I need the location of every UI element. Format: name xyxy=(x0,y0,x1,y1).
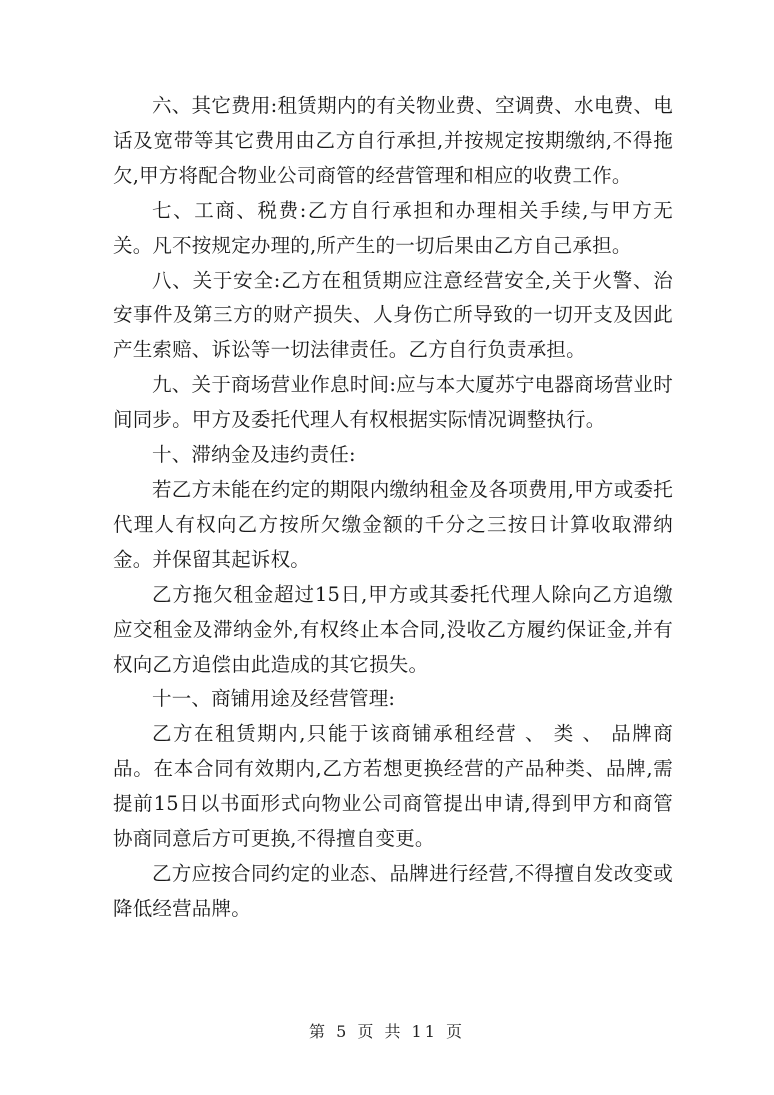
clause-late-fee-detail: 若乙方未能在约定的期限内缴纳租金及各项费用,甲方或委托代理人有权向乙方按所欠缴金额的千分之三按日计算收取滞纳金。并保留其起诉权。 xyxy=(113,477,673,571)
clause-business-tax: 七、工商、税费:乙方自行承担和办理相关手续,与甲方无关。凡不按规定办理的,所产生的一切后果由乙方自己承担。 xyxy=(113,198,673,257)
clause-shop-usage-detail: 乙方在租赁期内,只能于该商铺承租经营 、 类 、 品牌商品。在本合同有效期内,乙方若想更换经营的产品种类、品牌,需提前15日以书面形式向物业公司商管提出申请,得到甲方和商管协商同意后方可更换,不得擅自变更。 xyxy=(113,722,673,851)
clause-safety: 八、关于安全:乙方在租赁期应注意经营安全,关于火警、治安事件及第三方的财产损失、人身伤亡所导致的一切开支及因此产生索赔、诉讼等一切法律责任。乙方自行负责承担。 xyxy=(113,268,673,362)
clause-business-hours: 九、关于商场营业作息时间:应与本大厦苏宁电器商场营业时间同步。甲方及委托代理人有权根据实际情况调整执行。 xyxy=(113,373,673,432)
clause-brand-compliance: 乙方应按合同约定的业态、品牌进行经营,不得擅自发改变或降低经营品牌。 xyxy=(113,861,673,920)
clause-other-fees: 六、其它费用:租赁期内的有关物业费、空调费、水电费、电话及宽带等其它费用由乙方自行承担,并按规定按期缴纳,不得拖欠,甲方将配合物业公司商管的经营管理和相应的收费工作。 xyxy=(113,94,673,187)
clause-late-fee-heading: 十、滞纳金及违约责任: xyxy=(152,443,356,467)
clause-rent-arrears: 乙方拖欠租金超过15日,甲方或其委托代理人除向乙方追缴应交租金及滞纳金外,有权终止本合同,没收乙方履约保证金,并有权向乙方追偿由此造成的其它损失。 xyxy=(113,582,673,676)
clause-shop-usage-heading: 十一、商铺用途及经营管理: xyxy=(152,687,396,711)
page-number-footer: 第 5 页 共 11 页 xyxy=(309,1022,465,1041)
document-body xyxy=(113,89,673,927)
